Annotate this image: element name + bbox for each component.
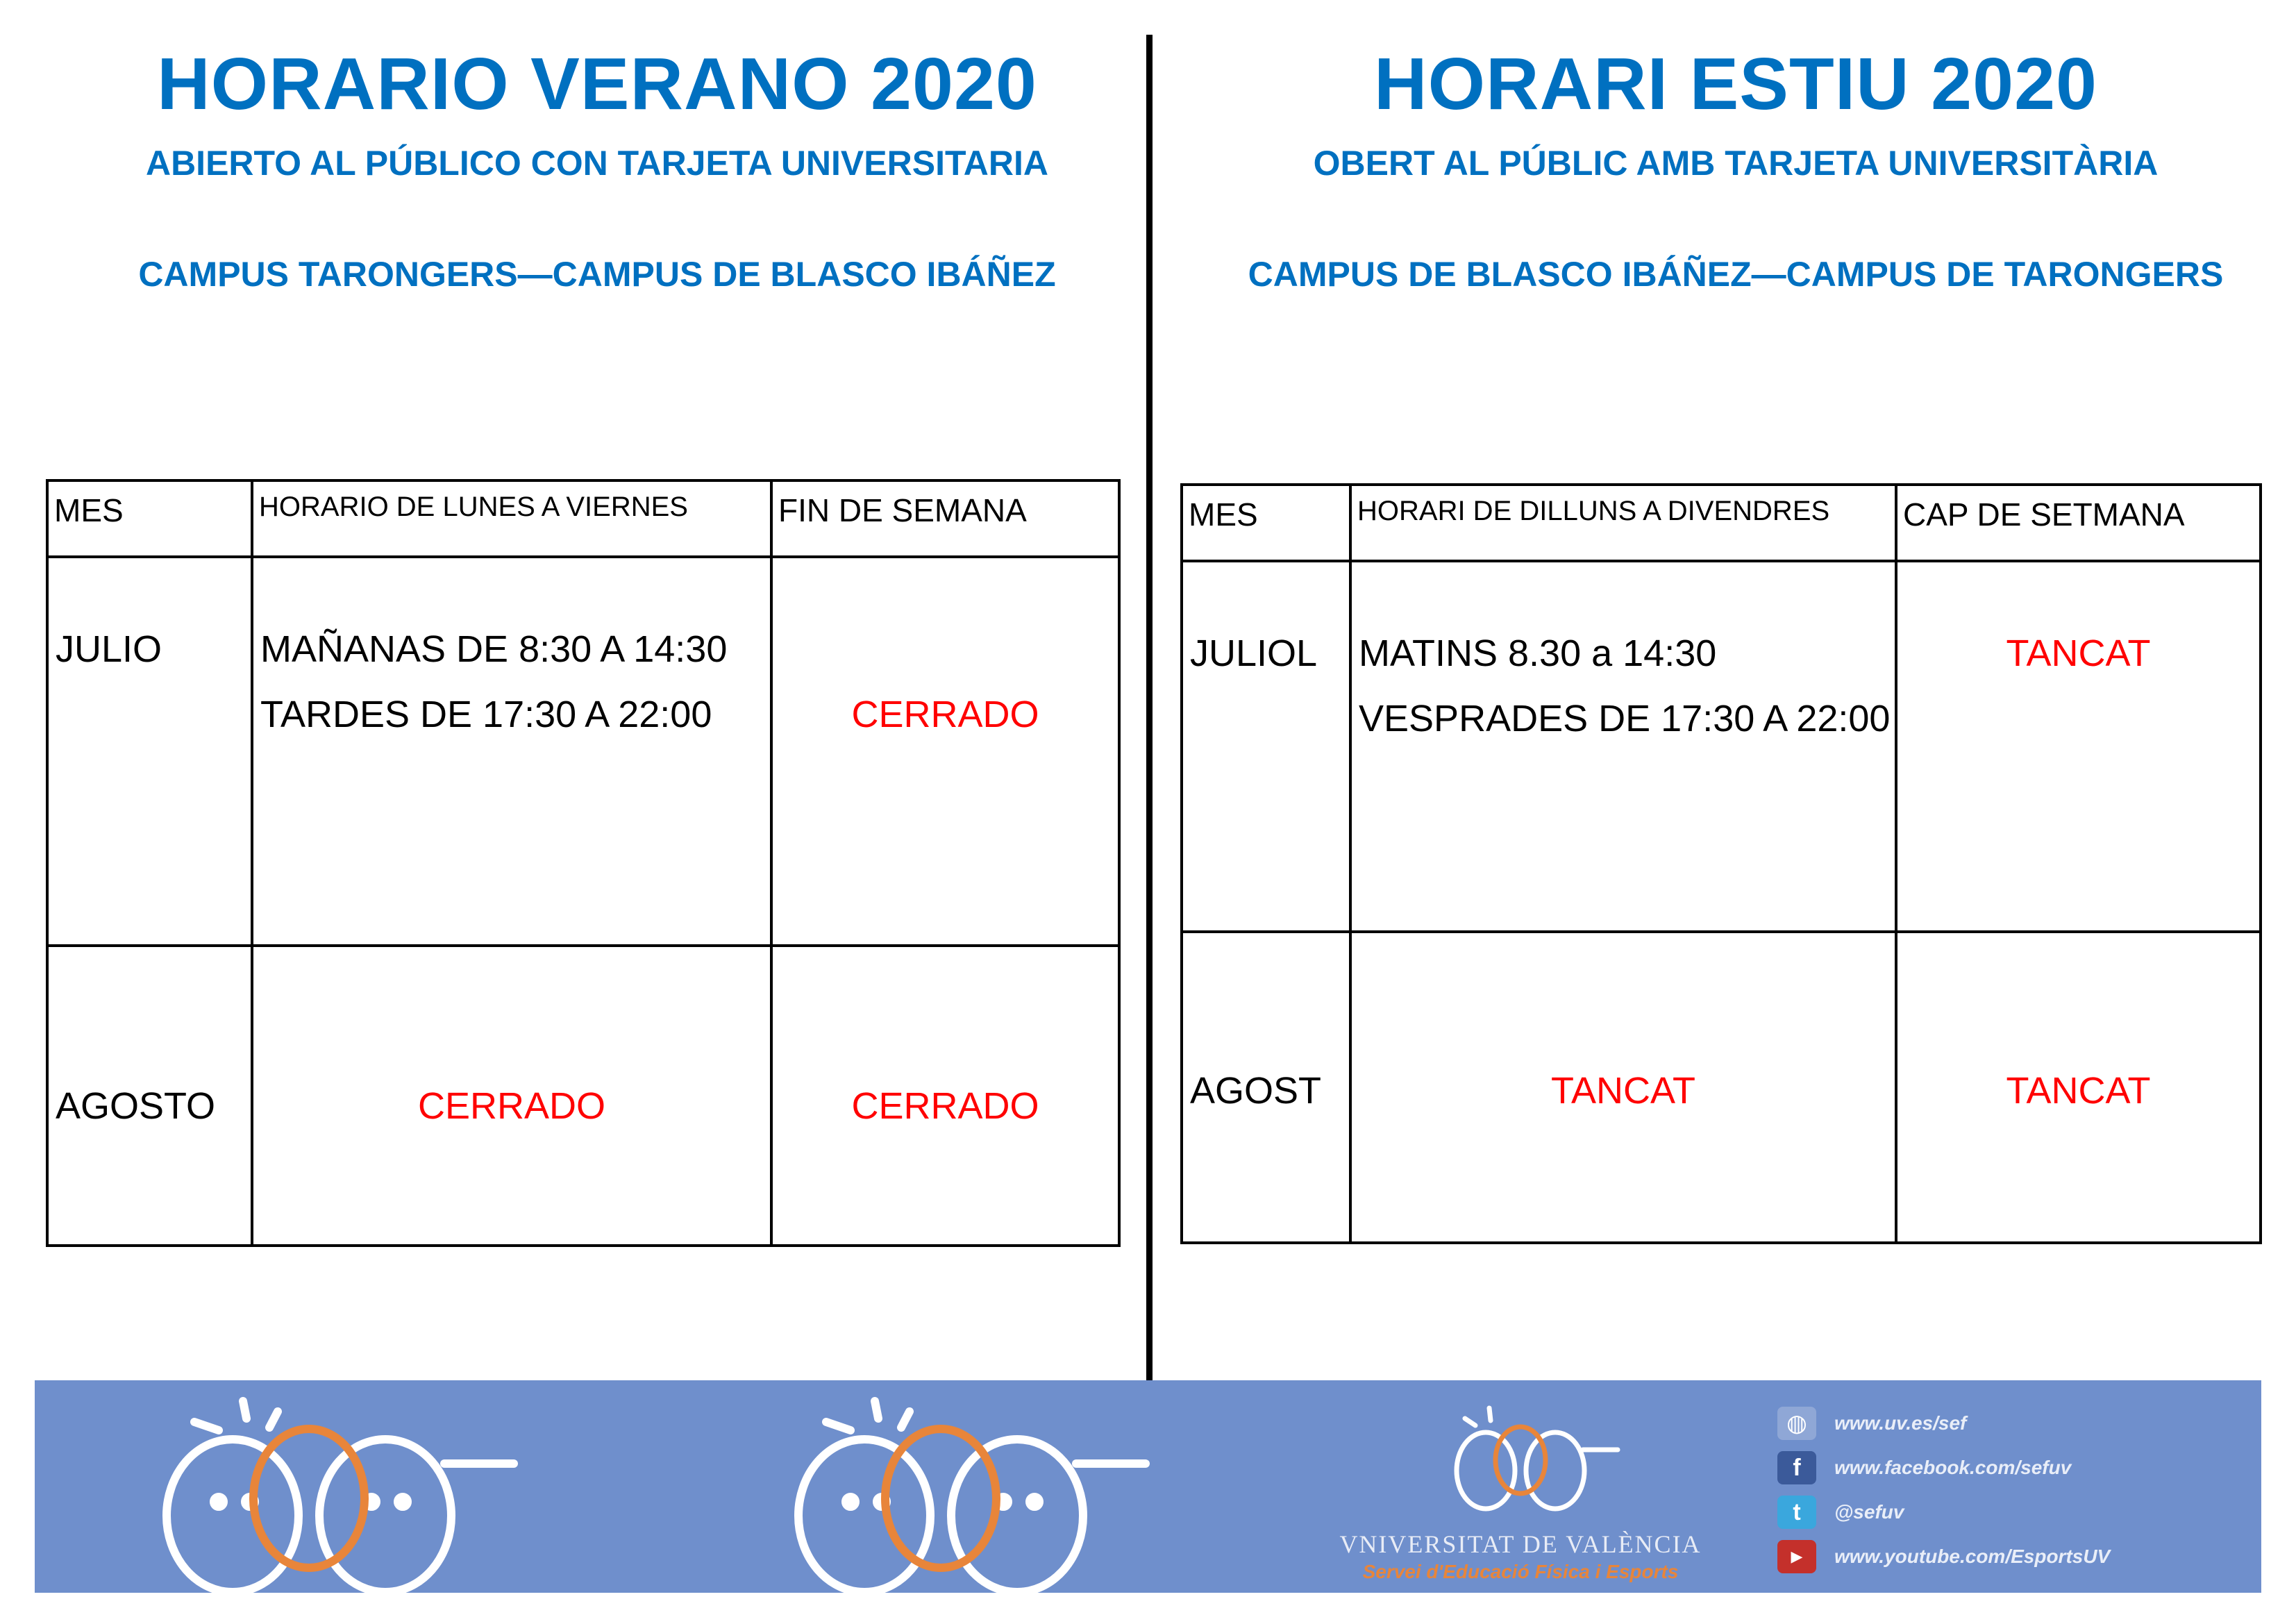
- right-title: HORARI ESTIU 2020: [1374, 43, 2097, 125]
- weekday-hours-line: MATINS 8.30 a 14:30: [1359, 633, 1717, 674]
- month-label: JULIO: [56, 628, 162, 670]
- university-logo: [1312, 1394, 1729, 1582]
- closed-label: CERRADO: [851, 1085, 1039, 1127]
- service-name: Servei d'Educació Física i Esports: [1362, 1561, 1679, 1582]
- mascot-illustration: [111, 1387, 542, 1593]
- right-schedule-table: [1180, 483, 2262, 1244]
- globe-icon: ◍: [1777, 1407, 1816, 1440]
- weekday-hours-line: VESPRADES DE 17:30 A 22:00: [1359, 698, 1891, 739]
- closed-label: TANCAT: [2006, 1070, 2151, 1112]
- mascot-illustration: [743, 1387, 1173, 1593]
- facebook-icon: f: [1777, 1451, 1816, 1484]
- social-link-text: www.facebook.com/sefuv: [1834, 1457, 2072, 1478]
- table-row: [1182, 561, 2261, 932]
- month-label: AGOSTO: [56, 1085, 216, 1127]
- social-links: [1777, 1401, 2110, 1579]
- weekday-hours-line: TARDES DE 17:30 A 22:00: [260, 694, 712, 735]
- right-campus: CAMPUS DE BLASCO IBÁÑEZ—CAMPUS DE TARONGERS: [1248, 255, 2224, 294]
- table-header: MES: [1182, 485, 1350, 561]
- sef-logo-icon: [1312, 1394, 1729, 1526]
- social-link-text: www.uv.es/sef: [1834, 1412, 1967, 1434]
- social-link-facebook[interactable]: [1777, 1446, 2110, 1490]
- social-link-text: www.youtube.com/EsportsUV: [1834, 1546, 2111, 1567]
- weekday-hours-line: MAÑANAS DE 8:30 A 14:30: [260, 628, 728, 670]
- table-header: HORARI DE DILLUNS A DIVENDRES: [1350, 485, 1896, 561]
- table-row: [47, 946, 1119, 1246]
- university-name: VNIVERSITAT DE VALÈNCIA: [1339, 1530, 1702, 1558]
- social-link-youtube[interactable]: [1777, 1534, 2110, 1579]
- youtube-icon: ▶: [1777, 1540, 1816, 1573]
- table-header: FIN DE SEMANA: [771, 480, 1119, 557]
- closed-label: CERRADO: [417, 1085, 606, 1127]
- center-divider: [1146, 35, 1153, 1383]
- table-row: [47, 557, 1119, 946]
- left-title: HORARIO VERANO 2020: [157, 43, 1037, 125]
- closed-label: CERRADO: [851, 694, 1039, 735]
- month-label: AGOST: [1190, 1070, 1322, 1112]
- left-subtitle: ABIERTO AL PÚBLICO CON TARJETA UNIVERSITARIA: [145, 144, 1049, 183]
- right-subtitle: OBERT AL PÚBLIC AMB TARJETA UNIVERSITÀRIA: [1313, 144, 2159, 183]
- closed-label: TANCAT: [2006, 633, 2151, 674]
- closed-label: TANCAT: [1551, 1070, 1695, 1112]
- footer-banner: [35, 1380, 2261, 1593]
- table-header: CAP DE SETMANA: [1896, 485, 2261, 561]
- table-row: [1182, 932, 2261, 1243]
- month-label: JULIOL: [1190, 633, 1318, 674]
- twitter-icon: t: [1777, 1496, 1816, 1529]
- social-link-twitter[interactable]: [1777, 1490, 2110, 1534]
- social-link-web[interactable]: [1777, 1401, 2110, 1446]
- left-campus: CAMPUS TARONGERS—CAMPUS DE BLASCO IBÁÑEZ: [138, 255, 1056, 294]
- table-header: MES: [47, 480, 252, 557]
- social-link-text: @sefuv: [1834, 1501, 1904, 1523]
- left-schedule-table: [46, 479, 1121, 1247]
- table-header: HORARIO DE LUNES A VIERNES: [252, 480, 771, 557]
